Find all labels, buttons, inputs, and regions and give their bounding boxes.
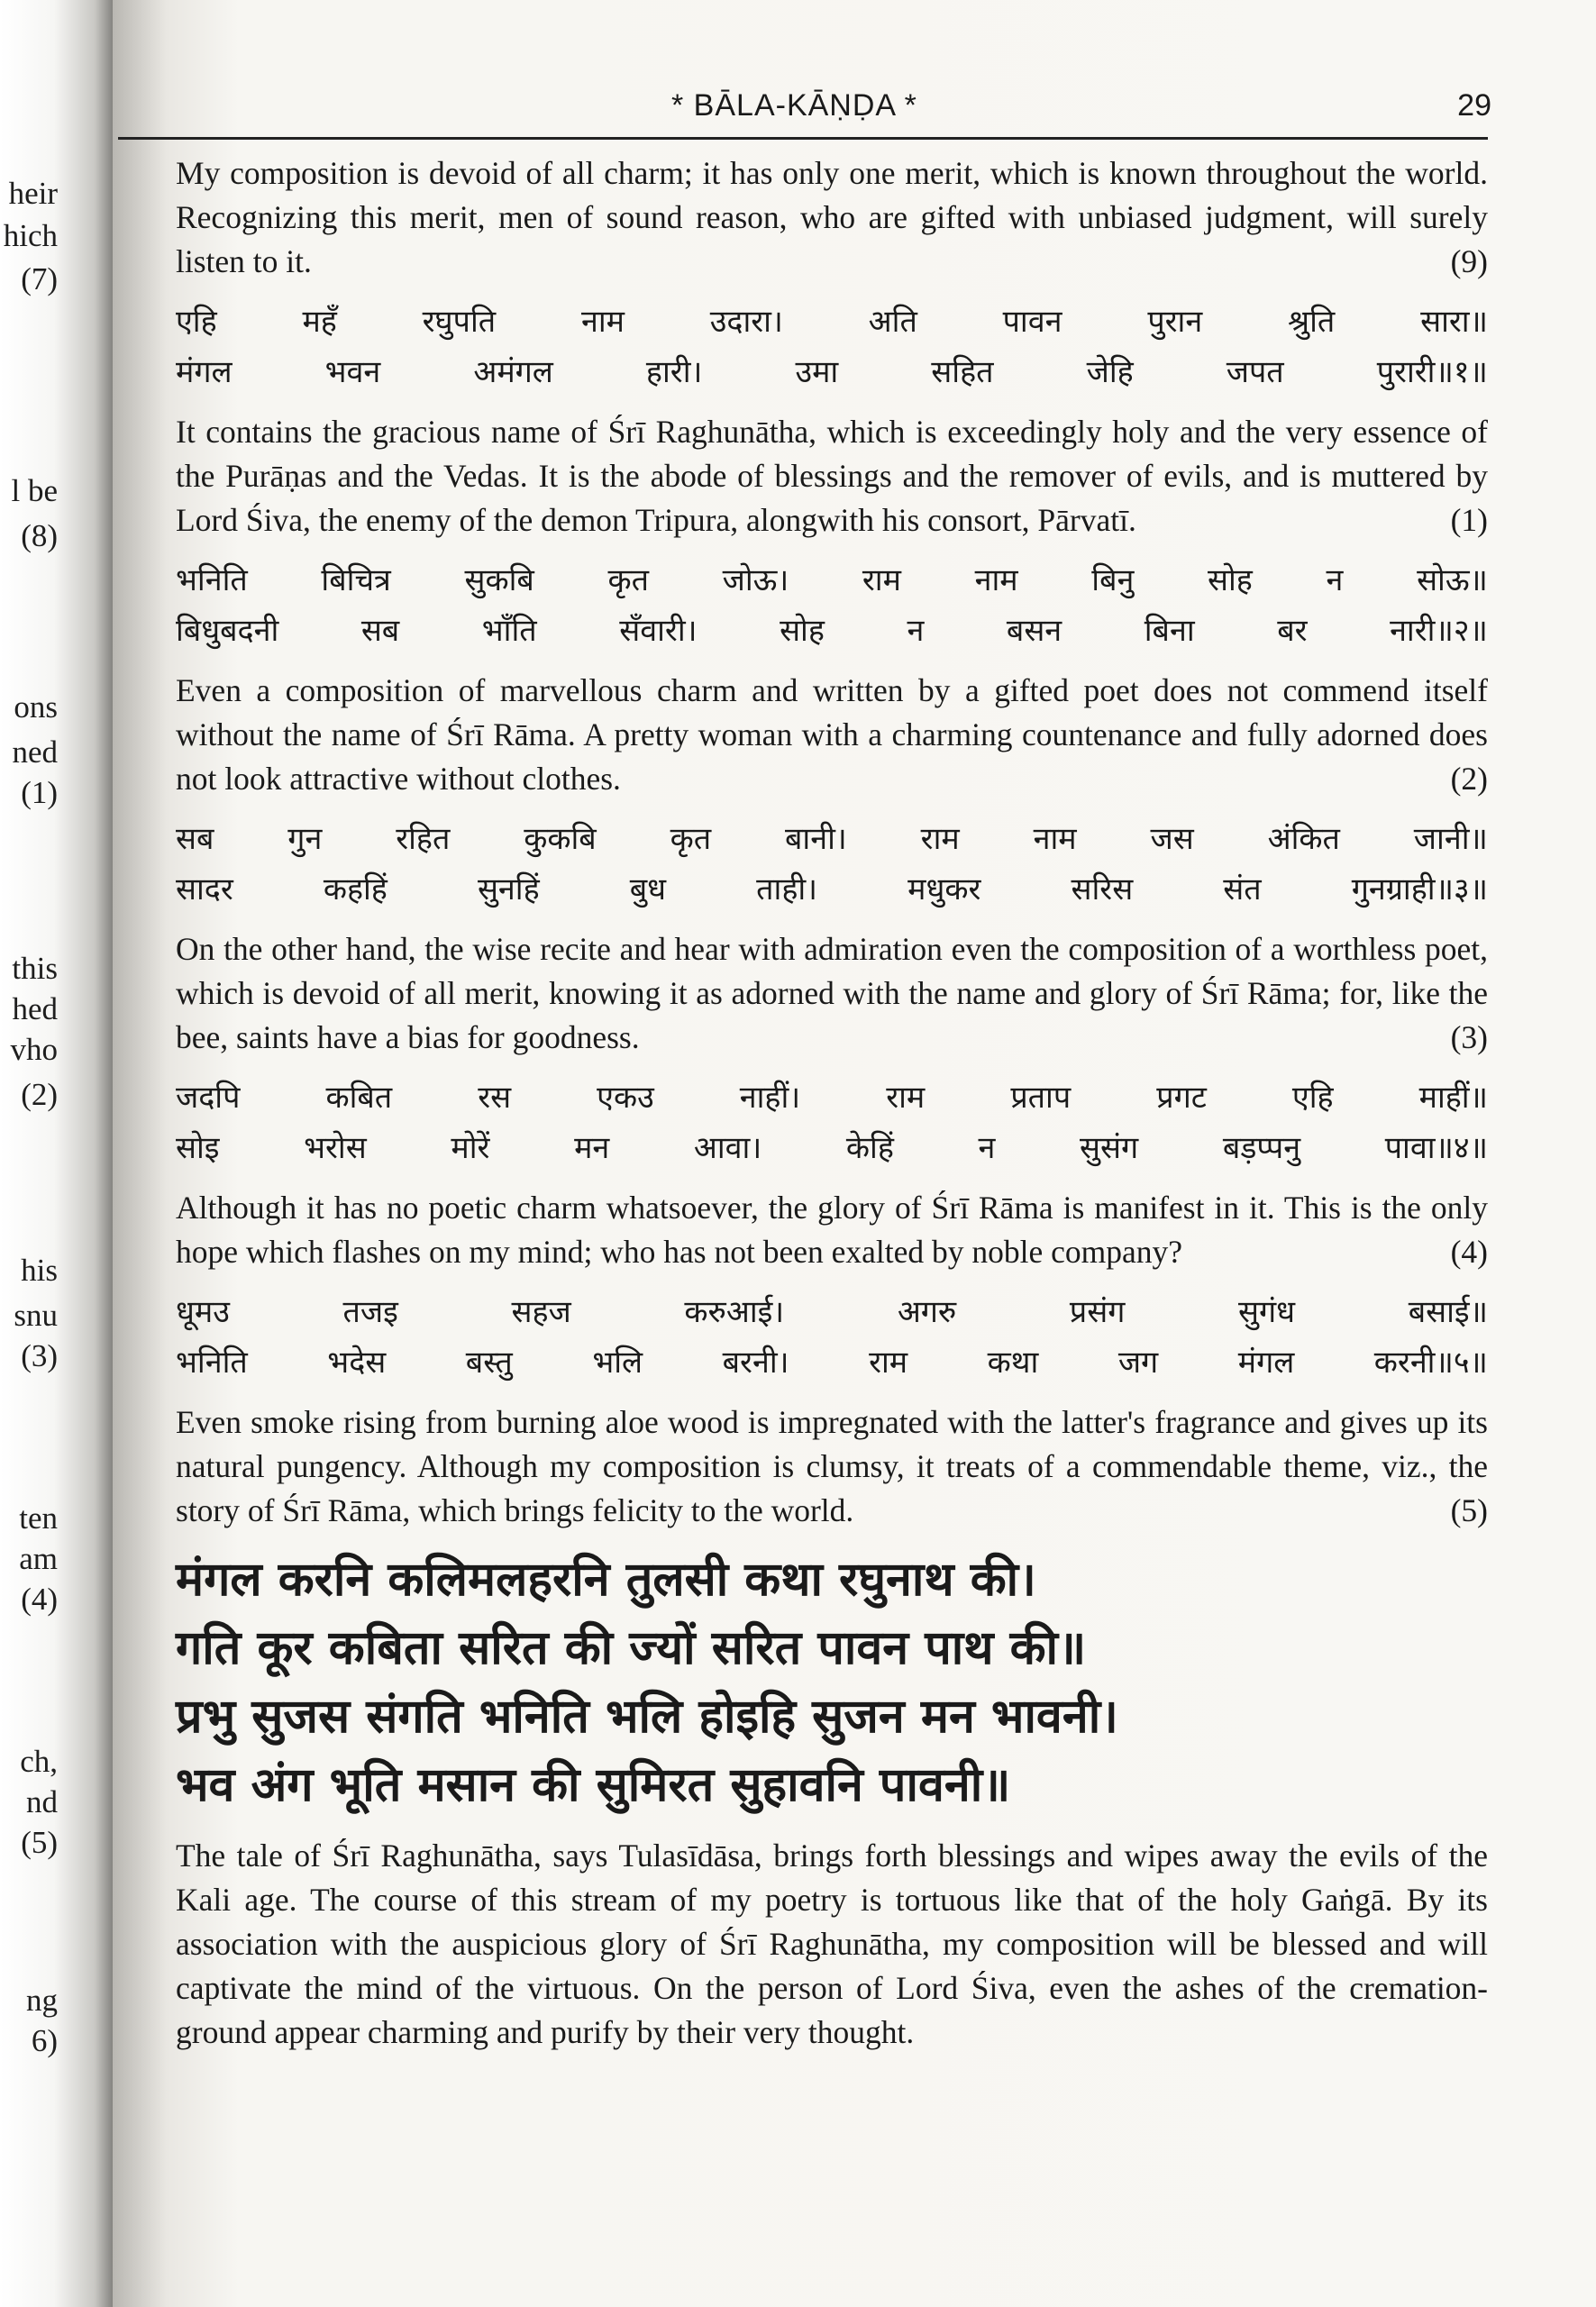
prev-page-fragment: l be: [11, 473, 58, 508]
verse-word: प्रताप: [1010, 1080, 1072, 1116]
prev-page-fragment: heir: [8, 176, 58, 211]
verse-word: मधुकर: [907, 871, 981, 907]
page-header: [113, 88, 1491, 132]
verse-word: श्रुति: [1288, 304, 1336, 340]
verse-word: कबित: [325, 1080, 393, 1116]
verse-word: महँ: [302, 304, 337, 340]
verse-word: जोऊ।: [722, 562, 789, 598]
verse-word: सहित: [931, 354, 994, 390]
prev-page-fragment: ten: [19, 1500, 58, 1536]
verse-word: बस्तु: [465, 1345, 513, 1381]
verse-word: भनिति: [176, 1345, 248, 1381]
verse-word: बरनी।: [722, 1345, 789, 1381]
prev-page-fragment: ng: [26, 1983, 58, 2018]
paragraph-text: Even smoke rising from burning aloe wood is impregnated with the latter's fragrance and gives up its natural pungency. Although my composition is clumsy, it treats of a commendable theme, viz., the story of Śrī Rāma, which brings felicity to the world.: [176, 1404, 1488, 1528]
prev-page-fragment: this: [12, 951, 58, 986]
verse-word: पावा॥४॥: [1384, 1130, 1488, 1166]
translation-paragraph: [176, 669, 1488, 801]
verse-word: नाहीं।: [739, 1080, 801, 1116]
prev-page-fragment: his: [21, 1253, 58, 1288]
verse-word: सोह: [780, 613, 825, 649]
verse-word: सुनहिं: [477, 871, 540, 907]
verse-word: नारी॥२॥: [1390, 613, 1488, 649]
verse-word: भलि: [592, 1345, 643, 1381]
previous-page-edge: [0, 0, 63, 2307]
verse-word: करनी॥५॥: [1373, 1345, 1488, 1381]
verse-word: भवन: [324, 354, 381, 390]
verse-word: न: [907, 613, 925, 649]
verse-word: जपत: [1226, 354, 1284, 390]
verse-line: [176, 347, 1488, 397]
prev-page-fragment: (1): [21, 775, 58, 810]
verse-word: प्रगट: [1156, 1080, 1207, 1116]
verse-word: पुरारी॥१॥: [1376, 354, 1488, 390]
chhand-line: मंगल करनि कलिमलहरनि तुलसी कथा रघुनाथ की।: [176, 1553, 1036, 1607]
prev-page-fragment: ons: [14, 689, 58, 725]
verse-word: सादर: [176, 871, 233, 907]
verse-word: सँवारी।: [619, 613, 698, 649]
verse-word: सहज: [511, 1294, 571, 1330]
verse-word: एहि: [176, 304, 217, 340]
page-content: [176, 151, 1488, 2067]
verse-word: राम: [869, 1345, 908, 1381]
verse-block: [176, 555, 1488, 656]
verse-block: [176, 1072, 1488, 1173]
verse-word: उमा: [795, 354, 839, 390]
paragraph-text: Although it has no poetic charm whatsoever, the glory of Śrī Rāma is manifest in it. This is the only hope which flashes on my mind; who has not been exalted by noble company?: [176, 1190, 1488, 1270]
header-rule: [118, 137, 1488, 140]
verse-word: माहीं॥: [1418, 1080, 1488, 1116]
verse-word: सारा॥: [1420, 304, 1488, 340]
verse-word: भनिति: [176, 562, 248, 598]
verse-word: सुगंध: [1238, 1294, 1296, 1330]
verse-word: बर: [1277, 613, 1308, 649]
prev-page-fragment: ch,: [20, 1744, 58, 1779]
verse-word: कृत: [670, 821, 712, 857]
verse-word: नाम: [974, 562, 1018, 598]
verse-word: बिना: [1144, 613, 1195, 649]
verse-line: [176, 1337, 1488, 1388]
prev-page-fragment: (4): [21, 1582, 58, 1617]
verse-line: [176, 864, 1488, 915]
prev-page-fragment: am: [19, 1541, 58, 1576]
verse-word: कथा: [987, 1345, 1039, 1381]
verse-word: पुरान: [1147, 304, 1203, 340]
paragraph-text: The tale of Śrī Raghunātha, says Tulasīdāsa, brings forth blessings and wipes away the evils of the Kali age. The course of this stream of my poetry is tortuous like that of the holy Gaṅgā. By its association with the auspicious glory of Śrī Raghunātha, my composition will be blessed and will captivate the mind of the virtuous. On the person of Lord Śiva, even the ashes of the cremation-ground appear charming and purify by their very thought.: [176, 1837, 1488, 2050]
verse-word: आवा।: [693, 1130, 762, 1166]
verse-line: [176, 555, 1488, 606]
verse-word: गुनग्राही॥३॥: [1351, 871, 1488, 907]
verse-word: न: [1326, 562, 1344, 598]
chhand-verse-block: [176, 1546, 1488, 1819]
paragraph-text: My composition is devoid of all charm; it has only one merit, which is known throughout the world. Recognizing this merit, men of sound reason, who are gifted with unbiased judgment, will surely listen to it.: [176, 155, 1488, 279]
verse-word: मंगल: [176, 354, 233, 390]
verse-word: बड़प्पनु: [1222, 1130, 1301, 1166]
verse-word: सोह: [1208, 562, 1253, 598]
verse-word: जेहि: [1086, 354, 1134, 390]
verse-word: धूमउ: [176, 1294, 230, 1330]
translation-paragraph: [176, 1834, 1488, 2055]
page-number: 29: [1457, 88, 1491, 123]
prev-page-fragment: (8): [21, 518, 58, 553]
verse-line: [176, 1123, 1488, 1173]
verse-line: [176, 814, 1488, 864]
verse-word: संत: [1223, 871, 1262, 907]
translation-paragraph: [176, 151, 1488, 284]
verse-word: एकउ: [597, 1080, 654, 1116]
page: [113, 0, 1596, 2307]
verse-word: बिचित्र: [321, 562, 391, 598]
verse-word: अगरु: [897, 1294, 957, 1330]
verse-word: बसाई॥: [1408, 1294, 1488, 1330]
verse-word: सुकबि: [464, 562, 534, 598]
verse-word: भदेस: [327, 1345, 387, 1381]
verse-line: [176, 1072, 1488, 1123]
verse-word: भाँति: [481, 613, 537, 649]
translation-paragraph: [176, 1400, 1488, 1533]
verse-word: प्रसंग: [1069, 1294, 1126, 1330]
verse-word: गुन: [287, 821, 323, 857]
verse-word: बसन: [1006, 613, 1062, 649]
verse-word: भरोस: [304, 1130, 367, 1166]
chhand-line: प्रभु सुजस संगति भनिति भलि होइहि सुजन मन भावनी।: [176, 1690, 1118, 1744]
verse-word: सब: [176, 821, 214, 857]
verse-word: रघुपति: [422, 304, 497, 340]
verse-word: मोरें: [451, 1130, 490, 1166]
verse-word: नाम: [580, 304, 625, 340]
prev-page-fragment: (3): [21, 1338, 58, 1373]
verse-word: बिधुबदनी: [176, 613, 279, 649]
verse-word: अंकित: [1267, 821, 1340, 857]
verse-word: कृत: [607, 562, 649, 598]
running-title: * BĀLA-KĀṆḌA *: [671, 88, 917, 123]
verse-word: सोइ: [176, 1130, 220, 1166]
verse-number: (3): [1450, 1019, 1488, 1055]
verse-number: (5): [1450, 1492, 1488, 1528]
verse-number: (2): [1450, 761, 1488, 797]
verse-word: न: [978, 1130, 996, 1166]
prev-page-fragment: (2): [21, 1077, 58, 1112]
prev-page-fragment: (7): [21, 261, 58, 296]
verse-word: बिनु: [1091, 562, 1135, 598]
verse-word: अति: [868, 304, 917, 340]
verse-word: जस: [1150, 821, 1194, 857]
verse-word: मंगल: [1237, 1345, 1295, 1381]
verse-word: जानी॥: [1413, 821, 1488, 857]
translation-paragraph: [176, 410, 1488, 543]
verse-word: कहहिं: [323, 871, 388, 907]
verse-block: [176, 814, 1488, 915]
verse-word: जग: [1117, 1345, 1159, 1381]
prev-page-fragment: ned: [12, 734, 58, 770]
chhand-line: गति कूर कबिता सरित की ज्यों सरित पावन पाथ की॥: [176, 1621, 1087, 1675]
verse-word: केहिं: [845, 1130, 894, 1166]
translation-paragraph: [176, 1186, 1488, 1274]
verse-word: सब: [360, 613, 400, 649]
verse-line: [176, 606, 1488, 656]
verse-word: ताही।: [756, 871, 818, 907]
prev-page-fragment: hed: [12, 991, 58, 1026]
verse-block: [176, 296, 1488, 397]
verse-word: करुआई।: [684, 1294, 785, 1330]
paragraph-text: It contains the gracious name of Śrī Raghunātha, which is exceedingly holy and the very essence of the Purāṇas and the Vedas. It is the abode of blessings and the remover of evils, and is muttered by Lord Śiva, the enemy of the demon Tripura, alongwith his consort, Pārvatī.: [176, 414, 1488, 538]
verse-word: राम: [862, 562, 901, 598]
verse-block: [176, 1287, 1488, 1388]
prev-page-fragment: nd: [26, 1784, 58, 1819]
verse-word: मन: [574, 1130, 610, 1166]
prev-page-fragment: (5): [21, 1825, 58, 1860]
verse-word: उदारा।: [709, 304, 783, 340]
verse-number: (1): [1450, 502, 1488, 538]
prev-page-fragment: 6): [31, 2023, 58, 2058]
verse-word: बानी।: [784, 821, 847, 857]
verse-word: सोऊ॥: [1417, 562, 1488, 598]
paragraph-text: Even a composition of marvellous charm and written by a gifted poet does not commend itself without the name of Śrī Rāma. A pretty woman with a charming countenance and fully adorned does not look attractive without clothes.: [176, 672, 1488, 797]
prev-page-fragment: hich: [3, 218, 58, 253]
verse-word: अमंगल: [473, 354, 553, 390]
verse-word: सरिस: [1071, 871, 1134, 907]
verse-line: [176, 296, 1488, 347]
verse-word: जदपि: [176, 1080, 241, 1116]
verse-word: रस: [478, 1080, 512, 1116]
verse-word: हारी।: [645, 354, 703, 390]
verse-word: पावन: [1002, 304, 1062, 340]
translation-paragraph: [176, 927, 1488, 1060]
verse-line: [176, 1287, 1488, 1337]
paragraph-text: On the other hand, the wise recite and hear with admiration even the composition of a worthless poet, which is devoid of all merit, knowing it as adorned with the name and glory of Śrī Rāma; for, like the bee, saints have a bias for goodness.: [176, 931, 1488, 1055]
verse-word: बुध: [629, 871, 667, 907]
verse-word: राम: [920, 821, 960, 857]
chhand-line: भव अंग भूति मसान की सुमिरत सुहावनि पावनी॥: [176, 1758, 1011, 1812]
verse-word: सुसंग: [1080, 1130, 1139, 1166]
prev-page-fragment: snu: [14, 1298, 58, 1333]
verse-number: (9): [1450, 243, 1488, 279]
verse-word: तजइ: [342, 1294, 398, 1330]
prev-page-fragment: vho: [10, 1032, 58, 1067]
verse-word: राम: [886, 1080, 926, 1116]
verse-word: कुकबि: [524, 821, 597, 857]
verse-word: नाम: [1033, 821, 1077, 857]
verse-word: एहि: [1291, 1080, 1334, 1116]
verse-word: रहित: [396, 821, 451, 857]
verse-number: (4): [1450, 1234, 1488, 1270]
